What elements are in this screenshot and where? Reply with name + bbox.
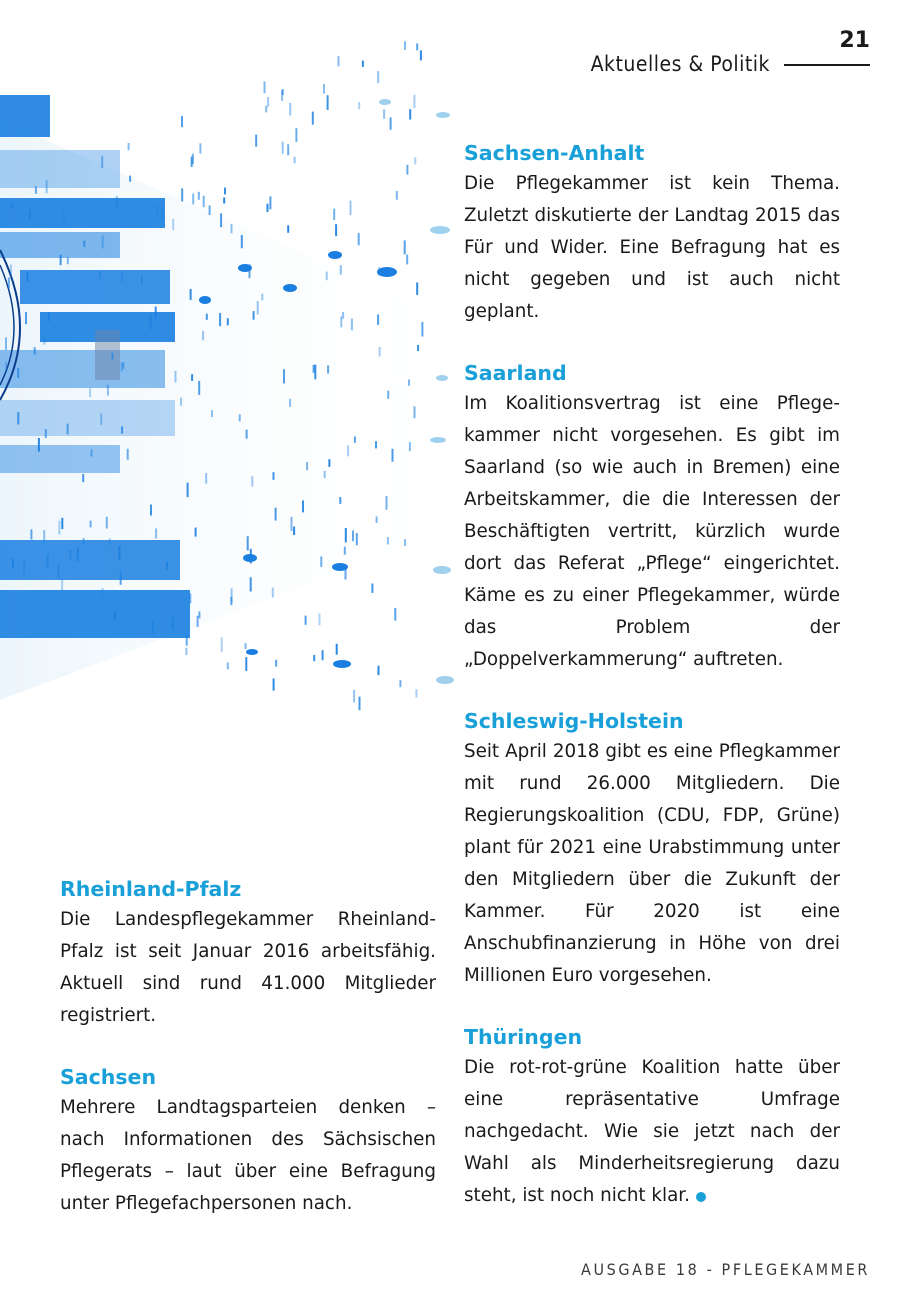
- decorative-dash: [294, 157, 296, 164]
- decorative-dash: [129, 176, 131, 182]
- decorative-dash: [312, 112, 314, 125]
- decorative-dash: [120, 572, 122, 585]
- decorative-dash: [338, 56, 340, 66]
- decorative-dash: [404, 41, 406, 50]
- entry-saarland: [464, 358, 840, 676]
- decorative-dash: [383, 109, 385, 119]
- decorative-dash: [206, 314, 208, 320]
- decorative-dash: [122, 362, 124, 369]
- decorative-dash: [327, 95, 329, 110]
- decorative-dash: [257, 301, 259, 315]
- decorative-dash: [224, 188, 226, 195]
- decorative-dash: [102, 588, 104, 596]
- decorative-dash: [43, 335, 45, 344]
- decorative-dash: [245, 657, 247, 671]
- decorative-dash: [404, 240, 406, 254]
- decorative-dash: [269, 196, 271, 209]
- decorative-dash: [417, 345, 419, 351]
- decorative-dash: [409, 442, 411, 451]
- decorative-dash: [358, 102, 360, 109]
- decorative-dash: [47, 554, 49, 568]
- decorative-dash: [25, 312, 27, 324]
- decorative-dash: [335, 224, 337, 236]
- decorative-dash: [155, 307, 157, 319]
- decorative-dash: [156, 205, 158, 213]
- decorative-dash: [181, 116, 183, 127]
- decorative-dash: [320, 556, 322, 567]
- entry-title: Rheinland-Pfalz: [60, 877, 242, 901]
- decorative-dash: [251, 476, 253, 486]
- entry-sachsen-anhalt: [464, 138, 840, 328]
- decorative-dash: [327, 365, 329, 373]
- decorative-dash: [99, 271, 101, 279]
- decorative-dash: [362, 61, 364, 67]
- decorative-dash: [43, 530, 45, 543]
- decorative-dash: [345, 569, 347, 579]
- decorative-dash: [247, 536, 249, 550]
- decorative-dash: [313, 655, 315, 661]
- decorative-dash: [102, 235, 104, 248]
- entry-text: Im Koalitionsvertrag ist eine Pflegekammer nicht vorgesehen. Es gibt im Saarland (so wie auch in Bremen) eine Arbeitskammer, die die Interessen der Beschäftigten vertritt, kürzlich wurde dort das Referat „Pflege“ eingerichtet. Käme es zu einer Pflegekammer, würde das Problem der „Doppelverkammerung“ auftreten.: [464, 393, 840, 670]
- decorative-dash: [67, 424, 69, 435]
- decorative-dash: [209, 205, 211, 215]
- decorative-dash: [166, 562, 168, 570]
- decorative-dash: [379, 347, 381, 356]
- decorative-dash: [17, 412, 19, 424]
- decorative-dash: [83, 241, 85, 247]
- decorative-dash: [408, 380, 410, 386]
- decorative-dash: [128, 143, 130, 150]
- decorative-dash: [198, 192, 200, 200]
- entry-rheinland-pfalz: [60, 874, 436, 1032]
- decorative-dash: [61, 518, 63, 529]
- decorative-dash: [185, 648, 187, 656]
- decorative-dash: [390, 117, 392, 129]
- decorative-dash: [191, 157, 193, 167]
- entry-text: Die Pflegekammer ist kein Thema. Zuletzt diskutierte der Landtag 2015 das Für und Wider. Eine Befragung hat es nicht gegeben und ist auch nicht geplant.: [464, 173, 840, 322]
- decorative-dash: [29, 210, 31, 221]
- decorative-dash: [219, 313, 221, 326]
- decorative-dash: [267, 97, 269, 107]
- decorative-dash: [354, 437, 356, 443]
- section-title: Aktuelles & Politik: [590, 52, 770, 76]
- entry-text: Die Landespflegekammer Rheinland-Pfalz ist seit Januar 2016 arbeitsfähig. Aktuell sind rund 41.000 Mitglieder registriert.: [60, 909, 436, 1026]
- decorative-dash: [101, 156, 103, 168]
- decorative-dash: [241, 235, 243, 248]
- decorative-dash: [406, 255, 408, 265]
- decorative-dash: [293, 527, 295, 535]
- decorative-dash: [323, 84, 325, 94]
- decorative-dash: [172, 617, 174, 630]
- decorative-dash: [109, 538, 111, 545]
- decorative-dash: [89, 388, 91, 397]
- entry-schleswig-holstein: [464, 706, 840, 992]
- decorative-dash: [328, 459, 330, 467]
- entry-sachsen: [60, 1062, 436, 1220]
- decorative-dash: [291, 517, 293, 531]
- decorative-dash: [415, 689, 417, 697]
- decorative-dash: [387, 391, 389, 399]
- article-end-dot-icon: [696, 1192, 706, 1202]
- decorative-dash: [180, 398, 182, 406]
- decorative-dash: [394, 608, 396, 621]
- decorative-dash: [253, 311, 255, 320]
- decorative-dash: [414, 406, 416, 418]
- decorative-dash: [199, 143, 201, 153]
- decorative-dash: [5, 337, 7, 350]
- decorative-dash: [141, 276, 143, 284]
- decorative-dash: [106, 517, 108, 529]
- entry-title: Saarland: [464, 361, 567, 385]
- decorative-dash: [220, 213, 222, 227]
- decorative-dash: [70, 550, 72, 559]
- decorative-dash: [46, 180, 48, 193]
- decorative-dash: [378, 666, 380, 675]
- decorative-dash: [392, 449, 394, 462]
- decorative-dash: [358, 233, 360, 245]
- decorative-dash: [306, 462, 308, 470]
- decorative-dash: [377, 71, 379, 83]
- decorative-dash: [340, 265, 342, 275]
- decorative-dash: [246, 430, 248, 439]
- decorative-dash: [67, 257, 69, 264]
- decorative-dash: [275, 508, 277, 521]
- decorative-dash: [282, 142, 284, 154]
- decorative-dash: [150, 505, 152, 516]
- decorative-dash: [187, 483, 189, 498]
- right-column: [464, 138, 840, 1242]
- header-rule: [784, 64, 870, 66]
- decorative-dash: [289, 399, 291, 407]
- entry-title: Schleswig-Holstein: [464, 709, 684, 733]
- decorative-dash: [119, 546, 121, 560]
- decorative-dash: [35, 186, 37, 193]
- decorative-dash: [181, 188, 183, 201]
- decorative-dash: [127, 449, 129, 460]
- decorative-dash: [255, 135, 257, 147]
- decorative-dash: [273, 472, 275, 480]
- decorative-dash: [58, 521, 60, 535]
- decorative-dash: [221, 637, 223, 652]
- decorative-dash: [416, 282, 418, 295]
- decorative-dash: [45, 429, 47, 438]
- entry-text: [464, 1052, 840, 1212]
- decorative-dash: [227, 663, 229, 670]
- decorative-dash: [371, 584, 373, 593]
- decorative-dash: [413, 95, 415, 108]
- decorative-dash: [282, 89, 284, 95]
- decorative-dash: [273, 679, 275, 691]
- entry-title: Sachsen-Anhalt: [464, 141, 645, 165]
- decorative-dash: [386, 496, 388, 510]
- decorative-dash: [340, 316, 342, 327]
- decorative-dash: [121, 426, 123, 433]
- decorative-dash: [61, 579, 63, 591]
- decorative-dash: [114, 610, 116, 620]
- decorative-dash: [38, 438, 40, 452]
- decorative-dash: [191, 374, 193, 381]
- decorative-dash: [406, 165, 408, 175]
- decorative-dash: [90, 521, 92, 528]
- decorative-dash: [161, 209, 163, 221]
- decorative-dash: [416, 43, 418, 50]
- decorative-dash: [345, 528, 347, 542]
- decorative-dash: [26, 272, 28, 281]
- decorative-dash: [197, 616, 199, 627]
- decorative-dash: [378, 267, 380, 275]
- decorative-dash: [245, 643, 247, 649]
- decorative-dash: [420, 50, 422, 60]
- decorative-dash: [107, 385, 109, 396]
- decorative-dash: [353, 690, 355, 703]
- decorative-dash: [186, 635, 188, 646]
- decorative-dash: [152, 621, 154, 634]
- decorative-dash: [83, 538, 85, 544]
- decorative-dash: [336, 644, 338, 655]
- decorative-dash: [8, 278, 10, 289]
- decorative-dash: [376, 516, 378, 523]
- entry-text: Seit April 2018 gibt es eine Pflegkammer mit rund 26.000 Mitgliedern. Die Regierungskoalition (CDU, FDP, Grüne) plant für 2021 eine Urabstimmung unter den Mitgliedern über die Zukunft der Kammer. Für 2020 ist eine Anschubfinanzierung in Höhe von drei Millionen Euro vorgesehen.: [464, 741, 840, 986]
- decorative-dash: [77, 548, 79, 561]
- decorative-dash: [409, 109, 411, 119]
- decorative-dash: [23, 560, 25, 575]
- decorative-dash: [175, 371, 177, 383]
- decorative-dash: [11, 202, 13, 209]
- decorative-dash: [344, 547, 346, 555]
- decorative-dash: [150, 315, 152, 329]
- decorative-dash: [322, 650, 324, 660]
- decorative-dash: [352, 531, 354, 542]
- decorative-dash: [324, 471, 326, 478]
- decorative-dash: [205, 473, 207, 484]
- decorative-dash: [195, 528, 197, 537]
- decorative-dash: [272, 588, 274, 598]
- decorative-dash: [377, 314, 379, 325]
- decorative-dash: [339, 497, 341, 504]
- page-number: 21: [839, 28, 870, 53]
- decorative-dash: [155, 528, 157, 538]
- decorative-dash: [319, 613, 321, 625]
- decorative-dash: [203, 196, 205, 207]
- decorative-dash: [421, 322, 423, 337]
- decorative-dash: [250, 549, 252, 564]
- decorative-dash: [190, 289, 192, 300]
- decorative-dash: [121, 362, 123, 371]
- decorative-dash: [375, 441, 377, 448]
- decorative-dash: [60, 255, 62, 266]
- decorative-dash: [198, 381, 200, 395]
- decorative-dash: [63, 211, 65, 223]
- decorative-dash: [387, 537, 389, 544]
- decorative-dash: [34, 347, 36, 354]
- decorative-dash: [359, 697, 361, 711]
- decorative-dash: [295, 128, 297, 142]
- decorative-dash: [250, 577, 252, 591]
- decorative-dash: [326, 272, 328, 281]
- decorative-dash: [347, 445, 349, 456]
- decorative-dash: [283, 369, 285, 383]
- decorative-dash: [172, 219, 174, 230]
- decorative-dash: [351, 319, 353, 331]
- decorative-dash: [82, 474, 84, 482]
- entry-text: Mehrere Landtagsparteien denken – nach Informationen des Sächsischen Pflegerats – laut über eine Befragung unter Pflegefachpersonen nach.: [60, 1097, 436, 1214]
- decorative-dash: [342, 312, 344, 319]
- page-header: [570, 28, 870, 84]
- decorative-dash: [112, 353, 114, 360]
- decorative-dash: [17, 368, 19, 378]
- decorative-dash: [356, 533, 358, 545]
- decorative-dash: [12, 559, 14, 569]
- decorative-dash: [231, 224, 233, 233]
- decorative-dash: [91, 449, 93, 456]
- decorative-dash: [302, 501, 304, 513]
- entry-text-content: Die rot-rot-grüne Koalition hatte über eine repräsentative Umfrage nachgedacht. Wie sie jetzt nach der Wahl als Minderheitsregierung dazu steht, ist noch nicht klar.: [464, 1057, 840, 1206]
- decorative-dash: [305, 616, 307, 625]
- decorative-dash: [289, 103, 291, 116]
- decorative-dash: [198, 611, 200, 618]
- decorative-dash: [48, 312, 50, 321]
- decorative-dash: [116, 196, 118, 209]
- left-column: [60, 874, 436, 1250]
- decorative-dash: [189, 593, 191, 603]
- decorative-dash: [287, 144, 289, 155]
- decorative-dash: [58, 564, 60, 578]
- decorative-dash: [314, 365, 316, 380]
- decorative-dash: [267, 204, 269, 212]
- decorative-dash: [227, 318, 229, 325]
- decorative-dash: [414, 157, 416, 164]
- entry-thueringen: [464, 1022, 840, 1212]
- decorative-dash: [202, 331, 204, 340]
- decorative-dash: [10, 265, 12, 277]
- decorative-dash: [223, 198, 225, 204]
- decorative-dash: [211, 410, 213, 417]
- decorative-dash: [121, 273, 123, 282]
- decorative-dash: [192, 194, 194, 205]
- decorative-dash: [275, 660, 277, 667]
- decorative-dash: [396, 191, 398, 200]
- decorative-dash: [30, 529, 32, 539]
- decorative-dash: [100, 413, 102, 425]
- decorative-dash: [239, 414, 241, 421]
- decorative-dash: [333, 209, 335, 221]
- page-footer: AUSGABE 18 - PFLEGEKAMMER: [581, 1260, 870, 1279]
- entry-title: Sachsen: [60, 1065, 157, 1089]
- decorative-dash: [287, 225, 289, 233]
- decorative-dash: [264, 82, 266, 94]
- decorative-dash: [399, 680, 401, 687]
- entry-title: Thüringen: [464, 1025, 583, 1049]
- decorative-dash: [404, 539, 406, 546]
- decorative-dash: [350, 201, 352, 216]
- decorative-dash: [265, 106, 267, 113]
- decorative-dash: [230, 597, 232, 605]
- decorative-dash: [249, 264, 251, 278]
- decorative-blue-illustration: [0, 0, 480, 760]
- decorative-dash: [261, 294, 263, 301]
- decorative-dash: [5, 362, 7, 372]
